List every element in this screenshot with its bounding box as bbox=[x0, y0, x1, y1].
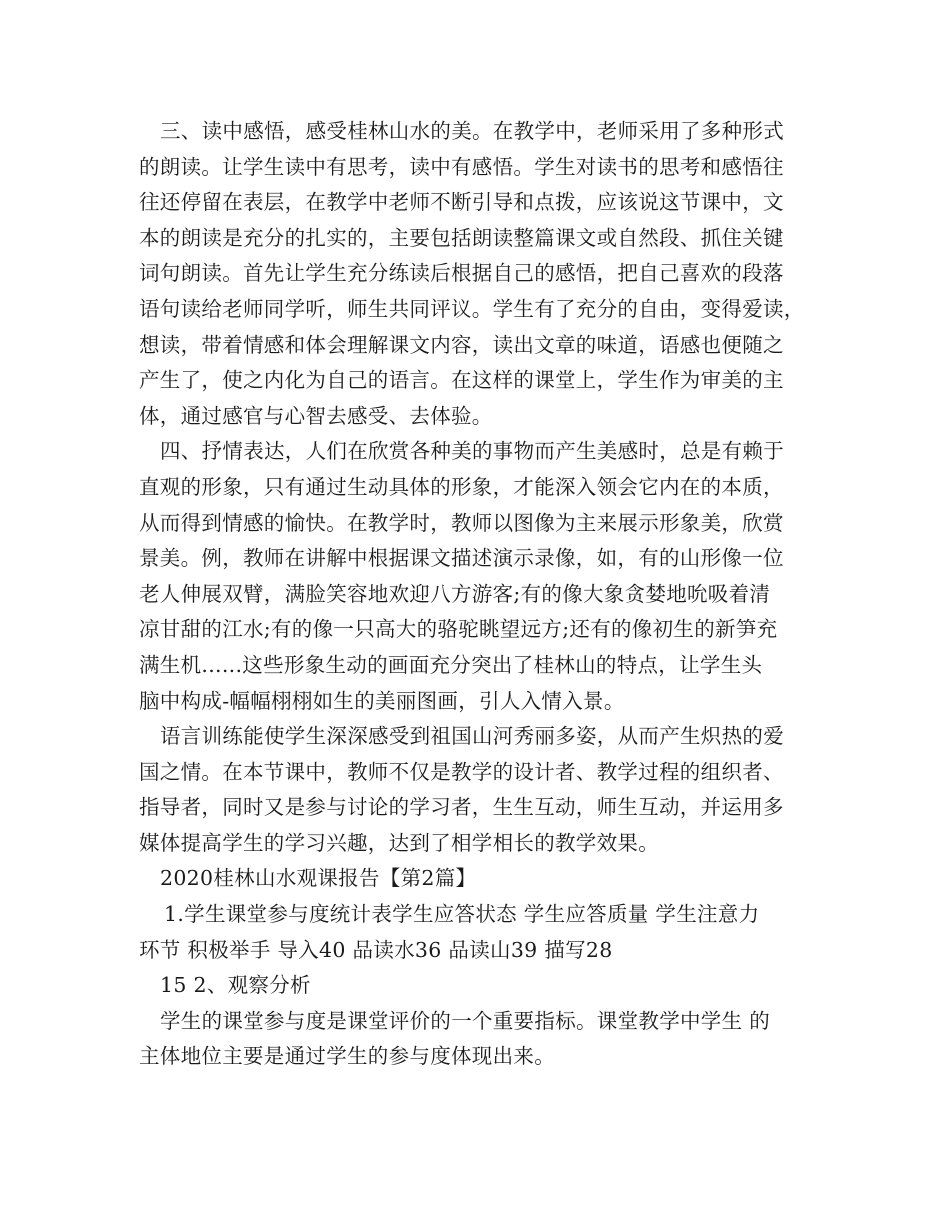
text-line: 景美。例，教师在讲解中根据课文描述演示录像，如，有的山形像一位 bbox=[139, 546, 784, 571]
text-line: 满生机......这些形象生动的画面充分突出了桂林山的特点，让学生头 bbox=[139, 652, 763, 677]
text-line: 脑中构成-幅幅栩栩如生的美丽图画，引人入情入景。 bbox=[139, 688, 625, 713]
section-title: 2020桂林山水观课报告【第2篇】 bbox=[160, 866, 477, 891]
text-line: 指导者，同时又是参与讨论的学习者，生生互动，师生互动，并运用多 bbox=[139, 795, 784, 820]
paragraph-lyrical-expression bbox=[139, 434, 824, 719]
text-line: 语言训练能使学生深深感受到祖国山河秀丽多姿，从而产生炽热的爱 bbox=[160, 724, 784, 749]
text-line: 三、读中感悟，感受桂林山水的美。在教学中，老师采用了多种形式 bbox=[160, 119, 784, 143]
text-line: 凉甘甜的江水;有的像一只高大的骆驼眺望远方;还有的像初生的新笋充 bbox=[139, 617, 778, 642]
text-line: 媒体提高学生的学习兴趣，达到了相学相长的教学效果。 bbox=[139, 830, 659, 855]
text-line: 15 2、观察分析 bbox=[160, 973, 311, 998]
text-line: 国之情。在本节课中，教师不仅是教学的设计者、教学过程的组织者、 bbox=[139, 759, 784, 784]
text-line: 学生的课堂参与度是课堂评价的一个重要指标。课堂教学中学生 的 bbox=[160, 1008, 771, 1033]
paragraph-observation-heading bbox=[139, 968, 824, 1004]
paragraph-reading-appreciation bbox=[139, 114, 824, 434]
text-line: 体，通过感官与心智去感受、去体验。 bbox=[139, 403, 493, 428]
text-line: 本的朗读是充分的扎实的，主要包括朗读整篇课文或自然段、抓住关键 bbox=[139, 225, 784, 250]
text-line: 老人伸展双臂，满脸笑容地欢迎八方游客;有的像大象贪婪地吮吸着清 bbox=[139, 581, 771, 606]
text-line: 从而得到情感的愉快。在教学时，教师以图像为主来展示形象美，欣赏 bbox=[139, 510, 784, 535]
text-line: 想读，带着情感和体会理解课文内容，读出文章的味道，语感也便随之 bbox=[139, 332, 784, 357]
text-line: 环节 积极举手 导入40 品读水36 品读山39 描写28 bbox=[139, 937, 613, 962]
text-line: 主体地位主要是通过学生的参与度体现出来。 bbox=[139, 1044, 555, 1069]
text-line: 产生了，使之内化为自己的语言。在这样的课堂上，学生作为审美的主 bbox=[139, 368, 784, 393]
text-line: 词句朗读。首先让学生充分练读后根据自己的感悟，把自己喜欢的段落 bbox=[139, 261, 784, 286]
paragraph-language-training bbox=[139, 719, 824, 861]
section-heading bbox=[139, 861, 824, 897]
text-line: 的朗读。让学生读中有思考，读中有感悟。学生对读书的思考和感悟往 bbox=[139, 154, 784, 179]
text-line: 四、抒情表达，人们在欣赏各种美的事物而产生美感时，总是有赖于 bbox=[160, 439, 784, 464]
text-line: 语句读给老师同学听，师生共同评议。学生有了充分的自由，变得爱读， bbox=[139, 296, 805, 321]
text-line: 1.学生课堂参与度统计表学生应答状态 学生应答质量 学生注意力 bbox=[164, 902, 760, 927]
text-line: 往还停留在表层，在教学中老师不断引导和点拨，应该说这节课中，文 bbox=[139, 190, 784, 215]
text-line: 直观的形象，只有通过生动具体的形象，才能深入领会它内在的本质， bbox=[139, 474, 784, 499]
document-body bbox=[139, 114, 824, 1075]
paragraph-participation-analysis bbox=[139, 1004, 824, 1075]
paragraph-participation-table bbox=[139, 897, 824, 968]
